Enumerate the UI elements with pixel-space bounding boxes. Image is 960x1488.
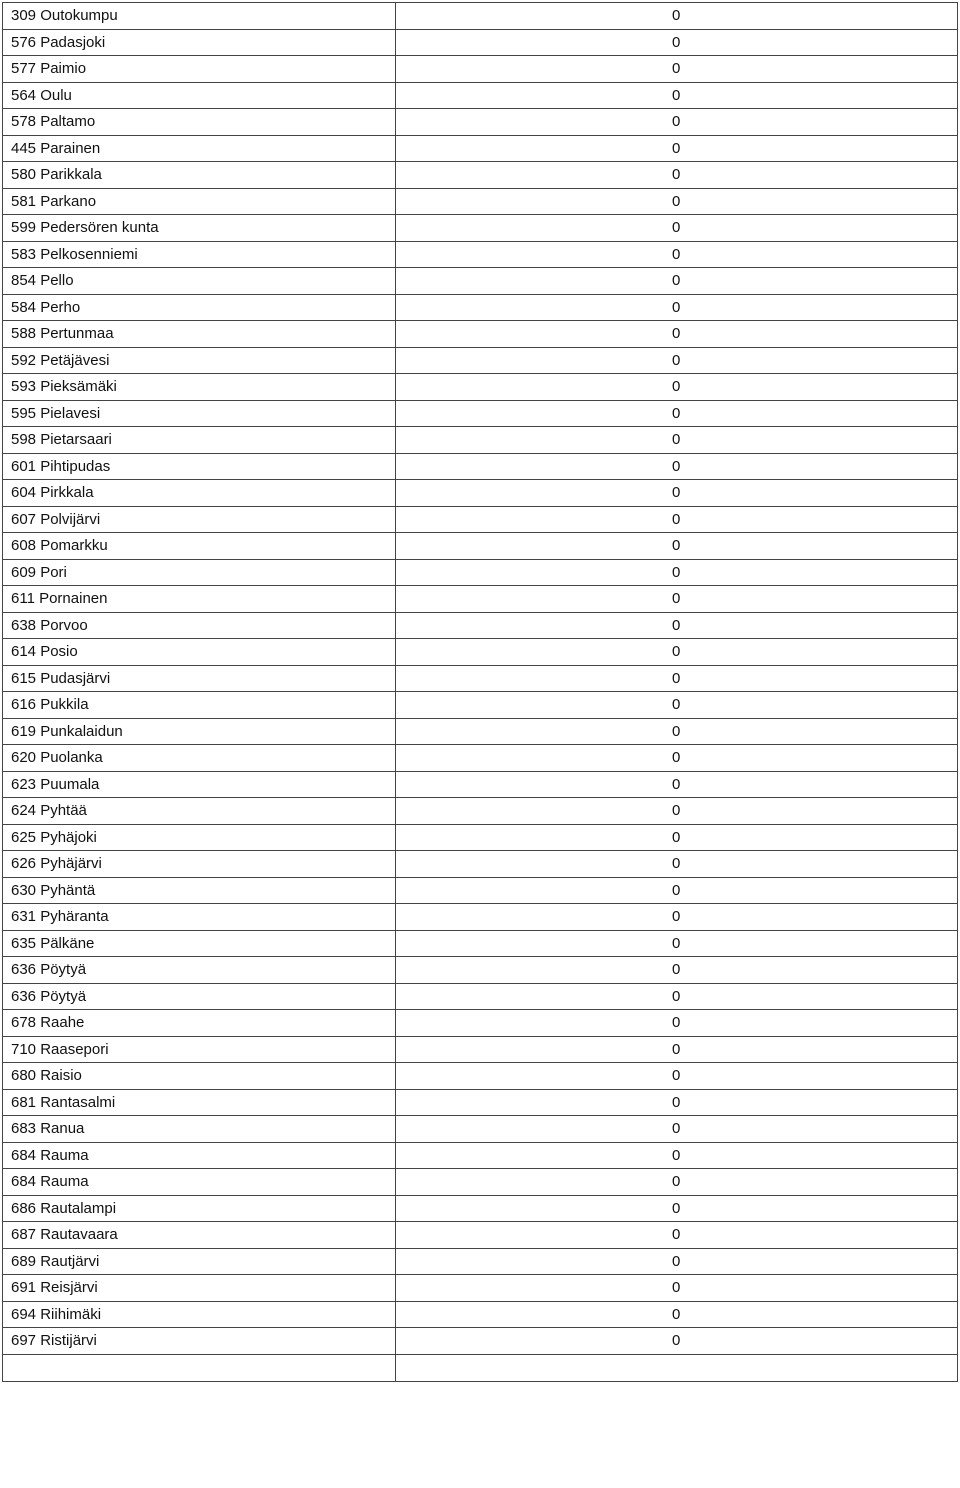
- value-cell: 0: [396, 3, 958, 30]
- municipality-name-cell: 638 Porvoo: [3, 612, 396, 639]
- table-row: [3, 745, 958, 772]
- value-cell: 0: [396, 851, 958, 878]
- municipality-name-cell: 626 Pyhäjärvi: [3, 851, 396, 878]
- value-cell: 0: [396, 480, 958, 507]
- table-row: [3, 3, 958, 30]
- municipality-name-cell: 609 Pori: [3, 559, 396, 586]
- table-row: [3, 612, 958, 639]
- value-cell: 0: [396, 188, 958, 215]
- value-cell: 0: [396, 241, 958, 268]
- table-row: [3, 135, 958, 162]
- table-row: [3, 1222, 958, 1249]
- municipality-name-cell: 694 Riihimäki: [3, 1301, 396, 1328]
- value-cell: 0: [396, 400, 958, 427]
- municipality-name-cell: 624 Pyhtää: [3, 798, 396, 825]
- value-cell: 0: [396, 374, 958, 401]
- table-row: [3, 771, 958, 798]
- value-cell: 0: [396, 612, 958, 639]
- value-cell: 0: [396, 268, 958, 295]
- table-row: [3, 1354, 958, 1382]
- municipality-name-cell: 577 Paimio: [3, 56, 396, 83]
- table-row: [3, 1328, 958, 1355]
- table-row: [3, 983, 958, 1010]
- table-row: [3, 109, 958, 136]
- municipality-name-cell: 683 Ranua: [3, 1116, 396, 1143]
- municipality-name-cell: 576 Padasjoki: [3, 29, 396, 56]
- municipality-name-cell: 614 Posio: [3, 639, 396, 666]
- value-cell: 0: [396, 162, 958, 189]
- municipality-name-cell: 580 Parikkala: [3, 162, 396, 189]
- value-cell: 0: [396, 1116, 958, 1143]
- municipality-name-cell: 564 Oulu: [3, 82, 396, 109]
- value-cell: 0: [396, 135, 958, 162]
- municipality-name-cell: 689 Rautjärvi: [3, 1248, 396, 1275]
- value-cell: 0: [396, 1275, 958, 1302]
- municipality-name-cell: 630 Pyhäntä: [3, 877, 396, 904]
- table-row: [3, 188, 958, 215]
- table-row: [3, 1301, 958, 1328]
- table-row: [3, 480, 958, 507]
- municipality-name-cell: 678 Raahe: [3, 1010, 396, 1037]
- value-cell: 0: [396, 1195, 958, 1222]
- value-cell: 0: [396, 983, 958, 1010]
- value-cell: 0: [396, 798, 958, 825]
- table-row: [3, 321, 958, 348]
- value-cell: 0: [396, 824, 958, 851]
- table-row: [3, 29, 958, 56]
- value-cell: 0: [396, 215, 958, 242]
- table-row: [3, 1142, 958, 1169]
- value-cell: 0: [396, 586, 958, 613]
- value-cell: 0: [396, 692, 958, 719]
- table-row: [3, 718, 958, 745]
- value-cell: 0: [396, 506, 958, 533]
- table-row: [3, 56, 958, 83]
- table-row: [3, 639, 958, 666]
- table-body: [3, 3, 958, 1382]
- municipality-name-cell: 636 Pöytyä: [3, 983, 396, 1010]
- table-row: [3, 1275, 958, 1302]
- table-row: [3, 1063, 958, 1090]
- municipality-name-cell: 578 Paltamo: [3, 109, 396, 136]
- table-row: [3, 294, 958, 321]
- municipality-name-cell: 607 Polvijärvi: [3, 506, 396, 533]
- table-row: [3, 1089, 958, 1116]
- value-cell: 0: [396, 29, 958, 56]
- value-cell: 0: [396, 665, 958, 692]
- table-row: [3, 586, 958, 613]
- municipality-name-cell: 588 Pertunmaa: [3, 321, 396, 348]
- municipality-name-cell: 584 Perho: [3, 294, 396, 321]
- table-row: [3, 877, 958, 904]
- table-row: [3, 400, 958, 427]
- table-row: [3, 1010, 958, 1037]
- municipality-name-cell: 631 Pyhäranta: [3, 904, 396, 931]
- value-cell: 0: [396, 1222, 958, 1249]
- municipality-name-cell: 611 Pornainen: [3, 586, 396, 613]
- municipality-name-cell: 684 Rauma: [3, 1169, 396, 1196]
- value-cell: 0: [396, 533, 958, 560]
- value-cell: 0: [396, 1089, 958, 1116]
- value-cell: 0: [396, 56, 958, 83]
- municipality-name-cell: 623 Puumala: [3, 771, 396, 798]
- municipality-name-cell: 625 Pyhäjoki: [3, 824, 396, 851]
- municipality-name-cell: 608 Pomarkku: [3, 533, 396, 560]
- municipality-name-cell: 684 Rauma: [3, 1142, 396, 1169]
- municipality-name-cell: 691 Reisjärvi: [3, 1275, 396, 1302]
- municipality-name-cell: 635 Pälkäne: [3, 930, 396, 957]
- municipality-name-cell: 854 Pello: [3, 268, 396, 295]
- value-cell: 0: [396, 1169, 958, 1196]
- municipality-name-cell: 599 Pedersören kunta: [3, 215, 396, 242]
- table-row: [3, 824, 958, 851]
- value-cell: 0: [396, 1010, 958, 1037]
- table-row: [3, 904, 958, 931]
- value-cell: 0: [396, 1328, 958, 1355]
- value-cell: 0: [396, 82, 958, 109]
- table-row: [3, 374, 958, 401]
- table-row: [3, 798, 958, 825]
- table-row: [3, 162, 958, 189]
- municipality-name-cell: 680 Raisio: [3, 1063, 396, 1090]
- table-row: [3, 665, 958, 692]
- municipality-name-cell: 604 Pirkkala: [3, 480, 396, 507]
- value-cell: 0: [396, 321, 958, 348]
- table-row: [3, 1195, 958, 1222]
- table-row: [3, 453, 958, 480]
- municipality-name-cell: 309 Outokumpu: [3, 3, 396, 30]
- municipality-name-cell: 592 Petäjävesi: [3, 347, 396, 374]
- municipality-name-cell: 583 Pelkosenniemi: [3, 241, 396, 268]
- table-row: [3, 930, 958, 957]
- municipality-name-cell: 619 Punkalaidun: [3, 718, 396, 745]
- value-cell: [396, 1354, 958, 1382]
- municipality-name-cell: 620 Puolanka: [3, 745, 396, 772]
- municipality-name-cell: 445 Parainen: [3, 135, 396, 162]
- table-row: [3, 506, 958, 533]
- table-row: [3, 268, 958, 295]
- municipality-name-cell: 598 Pietarsaari: [3, 427, 396, 454]
- municipality-name-cell: 697 Ristijärvi: [3, 1328, 396, 1355]
- municipality-name-cell: 593 Pieksämäki: [3, 374, 396, 401]
- table-row: [3, 692, 958, 719]
- value-cell: 0: [396, 877, 958, 904]
- table-row: [3, 82, 958, 109]
- value-cell: 0: [396, 1301, 958, 1328]
- value-cell: 0: [396, 930, 958, 957]
- municipality-name-cell: 595 Pielavesi: [3, 400, 396, 427]
- table-row: [3, 1169, 958, 1196]
- value-cell: 0: [396, 1036, 958, 1063]
- municipality-name-cell: 686 Rautalampi: [3, 1195, 396, 1222]
- value-cell: 0: [396, 1248, 958, 1275]
- value-cell: 0: [396, 639, 958, 666]
- municipality-name-cell: 601 Pihtipudas: [3, 453, 396, 480]
- municipality-name-cell: 687 Rautavaara: [3, 1222, 396, 1249]
- value-cell: 0: [396, 718, 958, 745]
- municipality-name-cell: [3, 1354, 396, 1382]
- municipality-name-cell: 681 Rantasalmi: [3, 1089, 396, 1116]
- table-row: [3, 427, 958, 454]
- table-row: [3, 241, 958, 268]
- table-row: [3, 1248, 958, 1275]
- municipality-name-cell: 710 Raasepori: [3, 1036, 396, 1063]
- table-row: [3, 1116, 958, 1143]
- table-row: [3, 559, 958, 586]
- municipality-name-cell: 581 Parkano: [3, 188, 396, 215]
- value-cell: 0: [396, 453, 958, 480]
- table-row: [3, 533, 958, 560]
- municipality-name-cell: 615 Pudasjärvi: [3, 665, 396, 692]
- table-row: [3, 347, 958, 374]
- value-cell: 0: [396, 957, 958, 984]
- value-cell: 0: [396, 745, 958, 772]
- value-cell: 0: [396, 427, 958, 454]
- value-cell: 0: [396, 904, 958, 931]
- table-row: [3, 1036, 958, 1063]
- municipality-name-cell: 616 Pukkila: [3, 692, 396, 719]
- table-row: [3, 215, 958, 242]
- table-row: [3, 851, 958, 878]
- value-cell: 0: [396, 109, 958, 136]
- value-cell: 0: [396, 1063, 958, 1090]
- municipality-name-cell: 636 Pöytyä: [3, 957, 396, 984]
- table-row: [3, 957, 958, 984]
- value-cell: 0: [396, 559, 958, 586]
- value-cell: 0: [396, 1142, 958, 1169]
- municipality-table: [2, 2, 958, 1382]
- value-cell: 0: [396, 294, 958, 321]
- value-cell: 0: [396, 347, 958, 374]
- value-cell: 0: [396, 771, 958, 798]
